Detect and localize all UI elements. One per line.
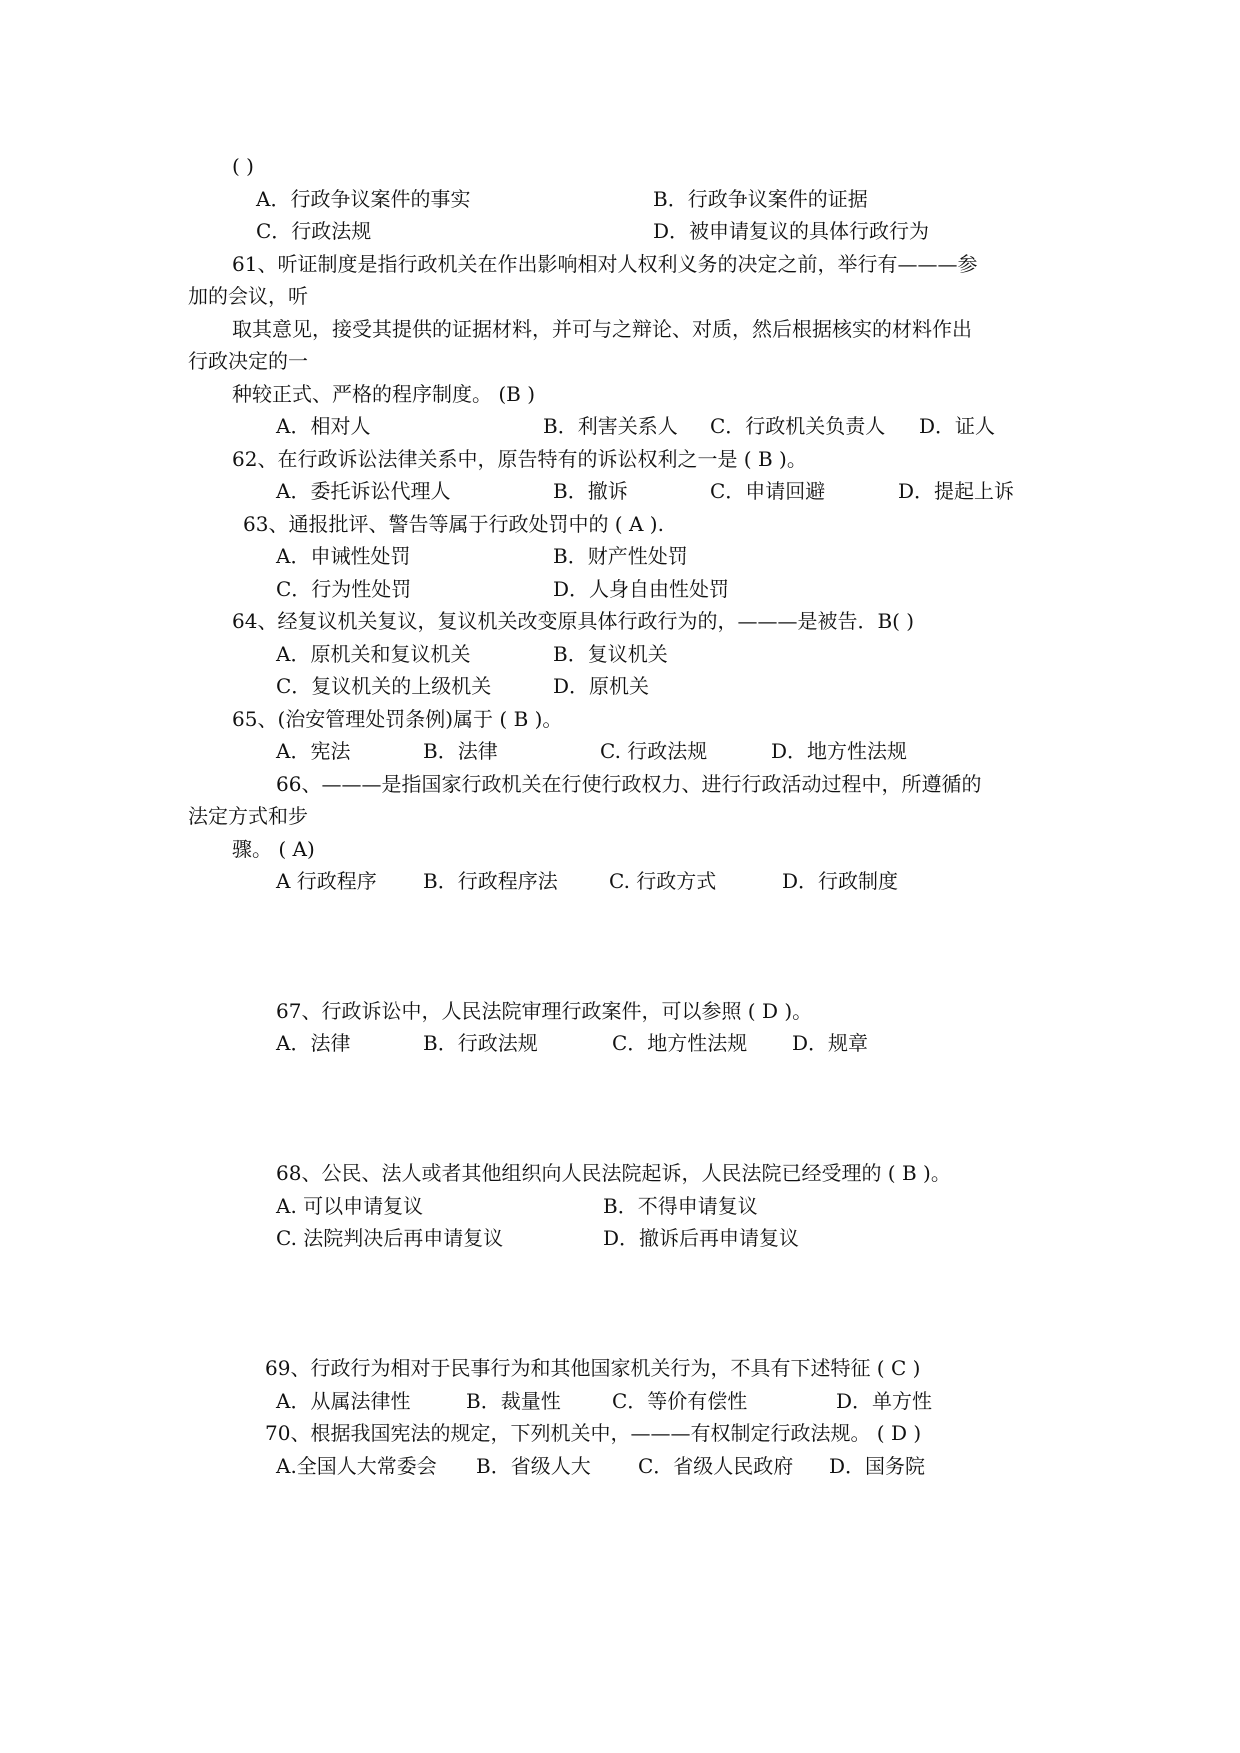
q68-option-c: C. 法院判决后再申请复议: [276, 1226, 504, 1250]
q62-stem: 62、在行政诉讼法律关系中，原告特有的诉讼权利之一是 ( B )。: [232, 447, 807, 471]
q62-option-c: C．申请回避: [710, 479, 826, 503]
q61-stem-line-2: 加的会议，听: [188, 284, 308, 308]
q67-option-c: C．地方性法规: [612, 1031, 748, 1055]
q61-option-b: B．利害关系人: [543, 414, 678, 438]
q66-option-b: B．行政程序法: [423, 869, 558, 893]
q69-option-b: B．裁量性: [466, 1389, 561, 1413]
q61-stem-line-3: 取其意见，接受其提供的证据材料，并可与之辩论、对质，然后根据核实的材料作出: [232, 317, 972, 341]
q63-option-c: C．行为性处罚: [276, 577, 412, 601]
q60-option-a: A．行政争议案件的事实: [256, 187, 471, 211]
q63-option-d: D．人身自由性处罚: [553, 577, 730, 601]
q69-option-a: A．从属法律性: [276, 1389, 411, 1413]
q60-option-d: D．被申请复议的具体行政行为: [653, 219, 930, 243]
q64-option-a: A．原机关和复议机关: [276, 642, 471, 666]
q61-stem-line-4: 行政决定的一: [188, 349, 308, 373]
q62-option-a: A．委托诉讼代理人: [276, 479, 451, 503]
q60-answer-bracket: ( ): [232, 154, 254, 178]
q66-stem-line-2: 法定方式和步: [188, 804, 308, 828]
q65-option-d: D．地方性法规: [771, 739, 908, 763]
q70-option-c: C．省级人民政府: [638, 1454, 794, 1478]
q65-option-c: C. 行政法规: [600, 739, 708, 763]
q63-option-b: B．财产性处罚: [553, 544, 688, 568]
q69-option-c: C．等价有偿性: [612, 1389, 748, 1413]
q66-option-a: A 行政程序: [276, 869, 377, 893]
q69-stem: 69、行政行为相对于民事行为和其他国家机关行为，不具有下述特征 ( C ): [265, 1356, 921, 1380]
q63-option-a: A．申诫性处罚: [276, 544, 411, 568]
q70-option-b: B．省级人大: [476, 1454, 591, 1478]
q66-stem-line-1: 66、———是指国家行政机关在行使行政权力、进行行政活动过程中，所遵循的: [276, 772, 982, 796]
q65-stem: 65、(治安管理处罚条例)属于 ( B )。: [232, 707, 563, 731]
q60-option-b: B．行政争议案件的证据: [653, 187, 868, 211]
q67-option-d: D．规章: [792, 1031, 869, 1055]
q61-option-c: C．行政机关负责人: [710, 414, 886, 438]
q69-option-d: D．单方性: [836, 1389, 933, 1413]
q60-option-c: C．行政法规: [256, 219, 372, 243]
q67-stem: 67、行政诉讼中，人民法院审理行政案件，可以参照 ( D )。: [276, 999, 813, 1023]
q64-stem: 64、经复议机关复议，复议机关改变原具体行政行为的，———是被告．B( ): [232, 609, 915, 633]
q65-option-a: A．宪法: [276, 739, 351, 763]
q68-option-d: D．撤诉后再申请复议: [603, 1226, 800, 1250]
q66-option-d: D．行政制度: [782, 869, 899, 893]
q70-stem: 70、根据我国宪法的规定，下列机关中，———有权制定行政法规。 ( D ): [265, 1421, 922, 1445]
q61-option-a: A．相对人: [276, 414, 371, 438]
q61-option-d: D．证人: [919, 414, 996, 438]
q68-stem: 68、公民、法人或者其他组织向人民法院起诉，人民法院已经受理的 ( B )。: [276, 1161, 951, 1185]
q67-option-b: B．行政法规: [423, 1031, 538, 1055]
q67-option-a: A．法律: [276, 1031, 351, 1055]
q70-option-d: D．国务院: [829, 1454, 926, 1478]
q64-option-d: D．原机关: [553, 674, 650, 698]
q65-option-b: B．法律: [423, 739, 498, 763]
q66-stem-line-3: 骤。 ( A): [232, 837, 315, 861]
q66-option-c: C. 行政方式: [609, 869, 717, 893]
q64-option-c: C．复议机关的上级机关: [276, 674, 492, 698]
q70-option-a: A.全国人大常委会: [276, 1454, 437, 1478]
q62-option-d: D．提起上诉: [898, 479, 1015, 503]
q68-option-b: B．不得申请复议: [603, 1194, 758, 1218]
q68-option-a: A. 可以申请复议: [276, 1194, 424, 1218]
q64-option-b: B．复议机关: [553, 642, 668, 666]
q63-stem: 63、通报批评、警告等属于行政处罚中的 ( A ).: [243, 512, 664, 536]
q62-option-b: B．撤诉: [553, 479, 628, 503]
q61-stem-line-1: 61、听证制度是指行政机关在作出影响相对人权利义务的决定之前，举行有———参: [232, 252, 978, 276]
q61-stem-line-5: 种较正式、严格的程序制度。 (B ): [232, 382, 536, 406]
